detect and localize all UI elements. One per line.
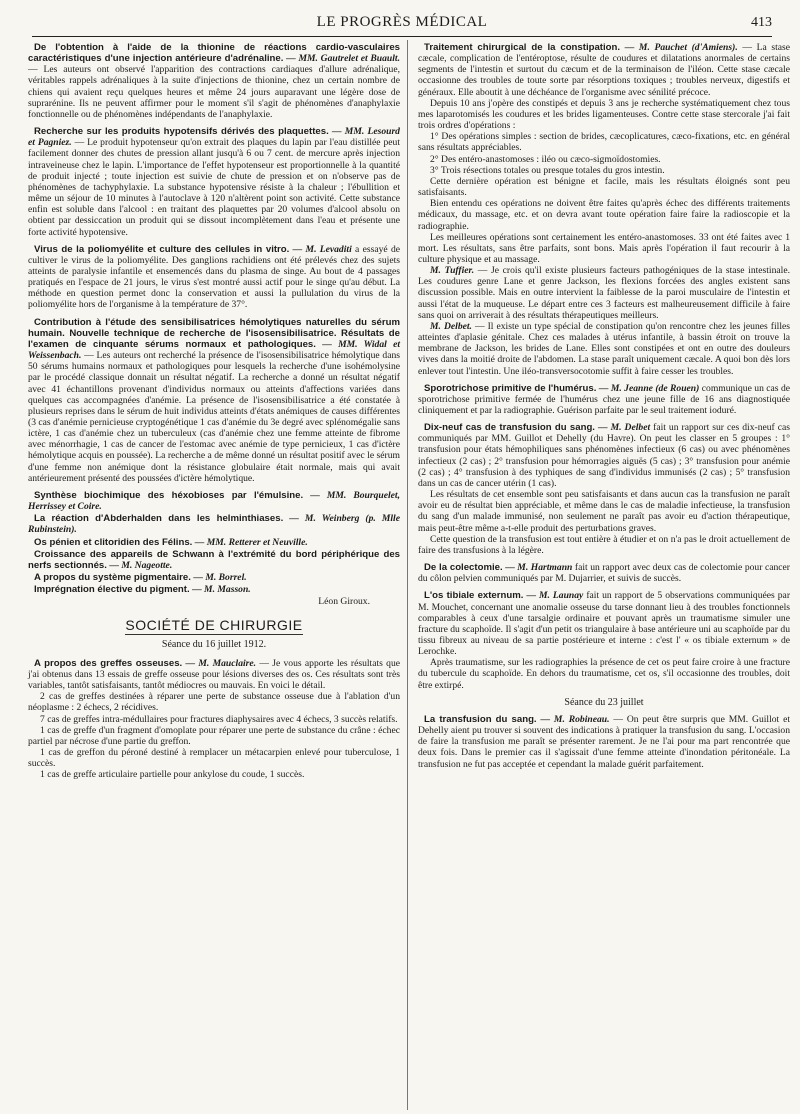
article-body: — Les auteurs ont recherché la présence de l'isosensibilisatrice hémolytique dans 50 sérums humains normaux et pathologiques pour lesquels la recherche d'une isohémolysine par le procédé classique donnait un résultat négatif. La recherche a donné un résultat négatif avec 41 échantillons provenant d'individus normaux ou atteints d'affections variées dans quelques cas accompagnées d'anémie. La présence de l'isosensibilisatrice a été constatée à plusieurs reprises dans le sérum de huit individus atteints d'états anémiques de causes différentes (3 cas d'anémie pernicieuse cryptogénétique 1 cas d'anémie du 3e degré avec splénomégalie sans ictère, 1 cas d'anémie chez un tuberculeux (cas d'anémie chez une femme atteinte de fibrome avec ménorrhagie, 1 cas de cancer de l'estomac avec anémie de type pernicieux, 1 cas d'ictère hémolytique acquis en poussée). La recherche a de même donné un résultat positif avec le sérum d'une femme non anémique dont la résistance globulaire était normale, mais qui avait antérieurement présenté des poussées d'ictère hémolytique.	[28, 350, 400, 484]
article-authors: — M. Hartmann	[505, 562, 573, 574]
article-body: — On peut être surpris que MM. Guillot et Dehelly aient pu trouver si souvent des indications à pratiquer la transfusion du sang. L'occasion de faire la transfusion me paraît se présenter rarement. Je ne l'ai pour ma part rencontrée que deux fois. Dans le premier cas il s'agissait d'une femme atteinte d'inondation péritonéale. La transfusion ne fut pas acceptée et cependant la malade guérit parfaitement.	[418, 713, 791, 770]
article-authors: — M. Masson.	[192, 584, 251, 596]
article-body: — Le produit hypotenseur qu'on extrait des plaques du lapin par l'eau distillée peut facilement donner des chutes de pression allant jusqu'à 6 ou 7 cent. de mercure après injection intraveineuse chez le lapin. L'importance de l'effet hypotenseur est proportionnelle à la quantité de produit injecté ; toute injection est suivie de chute de pression et on n'observe pas de phénomènes de tachyphylaxie. La substance hypotensive résiste à la chaleur ; l'ébullition et même un séjour de 10 minutes à l'autoclave à 120 n'altèrent point son activité. Cette substance enfin est soluble dans l'alcool : en traitant des plaquettes par 20 volumes d'alcool absolu on obtient par dessiccation un produit qui se dissout incomplètement dans l'eau et présente une forte activité hypotensive.	[28, 137, 400, 238]
discussant-name: M. Delbet.	[430, 320, 472, 332]
article-title: A propos du système pigmentaire.	[34, 572, 191, 584]
article-entry	[418, 42, 790, 377]
left-column	[28, 42, 400, 787]
article-body: fait un rapport sur ces dix-neuf cas communiqués par MM. Guillot et Dehelly (du Havre). On peut les classer en 5 groupes : 1° transfusion pour états hémophiliques sans phénomènes infectieux (6 cas) ou avec phénomènes infectieux (2 cas) ; 2° transfusion pour hémorragies aiguës (5 cas) ; 3° transfusion pour anémie (2 cas) ; 4° transfusion à des typhiques de sang d'individus immunisés (2 cas) ; 5° transfusion dans un cas de cancer utérin (1 cas).	[418, 422, 791, 489]
article-body: — La stase cæcale, complication de l'entéroptose, résulte de coudures et dilatations anormales de certains segments de l'intestin et surtout du cæcum et de la terminaison de l'iléon. Cette stase cæcale occasionne des troubles de toute sorte par résorptions toxiques ; troubles nerveux, digestifs et généraux. Elle aboutit à une déchéance de l'organisme avec sénilité précoce.	[418, 42, 790, 98]
article-authors: — M. Pauchet (d'Amiens).	[624, 42, 738, 53]
article-paragraph: Cette question de la transfusion est tout entière à étudier et on n'a pas le droit actuellement de faire des transfusions à la légère.	[418, 533, 790, 556]
article-body: communique un cas de sporotrichose primitive fermée de l'humérus chez une jeune fille de 16 ans diagnostiquée cliniquement et par la radiographie. Guérison parfaite par le seul traitement ioduré.	[418, 382, 790, 416]
article-title: De l'obtention à l'aide de la thionine de réactions cardio-vasculaires caractéristiques d'une injection antérieure d'adrénaline.	[28, 42, 400, 65]
article-title: Imprégnation élective du pigment.	[34, 584, 190, 596]
discussion-body: — Je crois qu'il existe plusieurs facteurs pathogéniques de la stase intestinale. Les coudures genre Lane et genre Jackson, les flexions forcées des angles existent sans discussion possible. Mais en outre intervient la faiblesse de la paroi musculaire de l'intestin et aussi l'état de la muqueuse. Le départ entre ces 3 facteurs est malheureusement difficile à faire sans quoi on arriverait à des résultats thérapeutiques meilleurs.	[418, 265, 790, 321]
article-authors: — M. Mauclaire.	[185, 657, 257, 669]
article-authors: — MM. Retterer et Neuville.	[194, 536, 308, 548]
graft-case: 1 cas de greffe d'un fragment d'omoplate pour réparer une perte de substance du crâne : échec partiel par nécrose d'une partie du greffon.	[28, 724, 400, 747]
article-entry	[28, 244, 400, 311]
graft-case: 1 cas de greffon du péroné destiné à remplacer un métacarpien enlevé pour tuberculose, 1 succès.	[28, 747, 400, 770]
society-heading	[28, 616, 400, 633]
article-body: — Je vous apporte les résultats que j'ai obtenus dans 13 essais de greffe osseuse pour lésions diverses des os. Ces résultats sont très variables, tantôt satisfaisants, tantôt médiocres ou mauvais. En voici le détail.	[28, 657, 401, 692]
article-authors: — M. Levaditi	[292, 243, 352, 255]
article-paragraph: Cette dernière opération est bénigne et facile, mais les résultats éloignés sont peu satisfaisants.	[418, 175, 790, 199]
article-paragraph: 1° Des opérations simples : section de brides, cæcoplicatures, cæco-fixations, etc. en général sans résultats appréciables.	[418, 131, 790, 154]
article-title: Synthèse biochimique des héxobioses par l'émulsine.	[34, 489, 304, 501]
article-authors: — M. Nageotte.	[109, 559, 173, 571]
article-paragraph: Bien entendu ces opérations ne doivent être faites qu'après échec des différents traitements médicaux, du massage, etc. et on devra avant toute opération faire faire la radioscopie et la radiographie.	[418, 198, 790, 232]
article-paragraph: Après traumatisme, sur les radiographies la présence de cet os peut faire croire à une fracture du tubercule du scaphoïde. En dehors du traumatisme, cet os, s'il occasionne des troubles, doit être extirpé.	[418, 657, 790, 691]
article-title: L'os tibiale externum.	[424, 590, 524, 602]
article-body: a essayé de cultiver le virus de la poliomyélite. Des ganglions rachidiens ont été prélevés chez des sujets atteints de paralysie infantile et ensemencés dans du plasma de singe. Au bout de 4 passages pratiqués en l'espace de 21 jours, le virus s'est montré aussi actif pour le singe qu'au début. La méthode en question permet donc la conservation et aussi la pullulation du virus de la poliomyélite hors de l'organisme à la température de 37°.	[28, 243, 400, 311]
graft-case: 2 cas de greffes destinées à réparer une perte de substance osseuse due à l'ablation d'un néoplasme : 2 échecs, 2 récidives.	[28, 691, 400, 714]
article-body: fait un rapport avec deux cas de colectomie pour cancer du côlon pelvien communiqués par M. Dujarrier, et suivis de succès.	[418, 562, 790, 585]
article-title: Sporotrichose primitive de l'humérus.	[424, 382, 597, 394]
article-entry	[28, 584, 400, 595]
article-authors: — MM. Widal et Weissenbach.	[28, 338, 400, 362]
article-entry	[28, 42, 400, 120]
article-entry	[28, 537, 400, 548]
article-entry	[418, 590, 790, 690]
article-entry	[28, 126, 400, 238]
article-authors: — M. Weinberg (p. Mlle Rubinstein).	[28, 513, 400, 536]
article-title: Traitement chirurgical de la constipation.	[424, 42, 621, 53]
article-title: A propos des greffes osseuses.	[34, 657, 183, 669]
article-authors: — MM. Gautrelet et Buault.	[286, 53, 400, 65]
signature: Léon Giroux.	[318, 596, 370, 608]
article-title: La transfusion du sang.	[424, 713, 537, 725]
discussion-body: — Il existe un type spécial de constipation qu'on rencontre chez les jeunes filles atteintes d'aplasie génitale. Chez ces malades à utérus infantile, à bassin étroit on trouve la membrane de Jackson, les brides de Lane. Elles sont constipées et ont en outre des douleurs vives dans la moitié droite de l'abdomen. La stase paraît uniquement cæcale. A quoi bon dès lors enlever tout l'intestin. Une iléo-transversocotomie suffit à faire cesser les troubles.	[418, 320, 790, 377]
discussion-paragraph	[418, 321, 790, 377]
page-header	[32, 14, 772, 37]
article-authors: — M. Delbet	[598, 422, 651, 434]
session-date: Séance du 23 juillet	[564, 696, 644, 708]
article-paragraph: Depuis 10 ans j'opère des constipés et depuis 3 ans je recherche systématiquement chez tous mes laparotomisés les coudures et les brides ligamenteuses. Contre cette stase stercorale j'ai fait trois ordres d'opérations :	[418, 97, 790, 132]
article-authors: — MM. Bourquelet, Herrissey et Coire.	[28, 489, 400, 513]
article-body: — Les auteurs ont observé l'apparition des contractions cardiaques d'allure adrénalique, véritables rappels adrénaliques à la suite d'injections de thionine, chez un certain nombre de chiens qui avaient reçu quelques heures et même 24 jours auparavant une légère dose de suprarénine. Ils ne peuvent affirmer pour le moment s'il s'agit de phénomènes d'anaphylaxie fonctionnelle ou de phénomènes indépendants de l'anaphylaxie.	[28, 64, 400, 120]
discussant-name: M. Tuffier.	[430, 265, 475, 277]
article-title: Recherche sur les produits hypotensifs dérivés des plaquettes.	[34, 126, 329, 138]
article-entry	[418, 383, 790, 416]
page-number: 413	[751, 15, 772, 30]
article-authors: — MM. Lesourd et Pagniez.	[28, 126, 400, 149]
article-entry	[28, 490, 400, 512]
article-authors: — M. Jeanne (de Rouen)	[598, 382, 700, 394]
session-date: Séance du 16 juillet 1912.	[161, 638, 267, 650]
article-paragraph: Les meilleures opérations sont certainement les entéro-anastomoses. 33 ont été faites avec 1 mort. Les résultats, sans être parfaits, sont bons. Mais après l'opération il faut recourir à la culture physique et au massage.	[418, 231, 790, 265]
graft-case: 7 cas de greffes intra-médullaires pour fractures diaphysaires avec 4 échecs, 3 succès relatifs.	[40, 713, 398, 725]
article-body: fait un rapport de 5 observations communiquées par M. Mouchet, concernant une anomalie osseuse du tarse donnant lieu à des troubles fonctionnels comparables à ceux d'une tarsalgie ordinaire et pouvant après un traumatisme simuler une fracture du scaphoïde. Il s'agit d'un petit os triangulaire à base antérieure uni au scaphoïde par du tissu fibreux au niveau de sa partie postérieure et interne : c'est l' « os tibiale externum » de Lerochke.	[418, 590, 791, 658]
article-authors: — M. Launay	[526, 590, 584, 602]
article-entry	[28, 317, 400, 484]
article-authors: — M. Robineau.	[540, 713, 610, 725]
article-title: De la colectomie.	[424, 562, 503, 574]
article-entry	[28, 572, 400, 583]
column-divider	[407, 40, 408, 1110]
article-title: Dix-neuf cas de transfusion du sang.	[424, 422, 595, 434]
article-paragraph: 2° Des entéro-anastomoses : iléo ou cæco-sigmoïdostomies.	[430, 153, 661, 165]
article-title: Croissance des appareils de Schwann à l'extrémité du bord périphérique des nerfs sectionnés.	[28, 548, 400, 571]
article-title: Virus de la poliomyélite et culture des cellules in vitro.	[34, 243, 290, 255]
article-paragraph: Les résultats de cet ensemble sont peu satisfaisants et dans aucun cas la transfusion ne paraît avoir eu de résultat bien appréciable, et même dans le cas de maladie infectieuse, la transfusion du sang d'un malade immunisé, non seulement ne paraît pas avoir eu d'action thérapeutique, mais peut-être même a-t-elle produit des perturbations graves.	[418, 489, 790, 534]
article-paragraph: 3° Trois résections totales ou presque totales du gros intestin.	[430, 164, 665, 176]
graft-case: 1 cas de greffe articulaire partielle pour ankylose du coude, 1 succès.	[40, 769, 305, 781]
article-entry	[28, 513, 400, 535]
article-title: Os pénien et clitoridien des Félins.	[34, 536, 193, 548]
society-title: SOCIÉTÉ DE CHIRURGIE	[125, 616, 303, 633]
article-entry	[418, 714, 790, 770]
article-title: Contribution à l'étude des sensibilisatrices hémolytiques naturelles du sérum humain. Nouvelle technique de recherche de l'isosensibilisatrice. Résultats de l'examen de cinquante sérums normaux et pathologiques.	[28, 316, 400, 350]
article-entry	[28, 658, 400, 781]
article-entry	[418, 422, 790, 556]
article-title: La réaction d'Abderhalden dans les helminthiases.	[34, 513, 284, 525]
article-entry	[418, 562, 790, 584]
article-authors: — M. Borrel.	[193, 572, 247, 584]
journal-title: LE PROGRÈS MÉDICAL	[316, 14, 488, 30]
article-entry	[28, 549, 400, 571]
right-column	[418, 42, 790, 776]
discussion-paragraph	[418, 265, 790, 321]
